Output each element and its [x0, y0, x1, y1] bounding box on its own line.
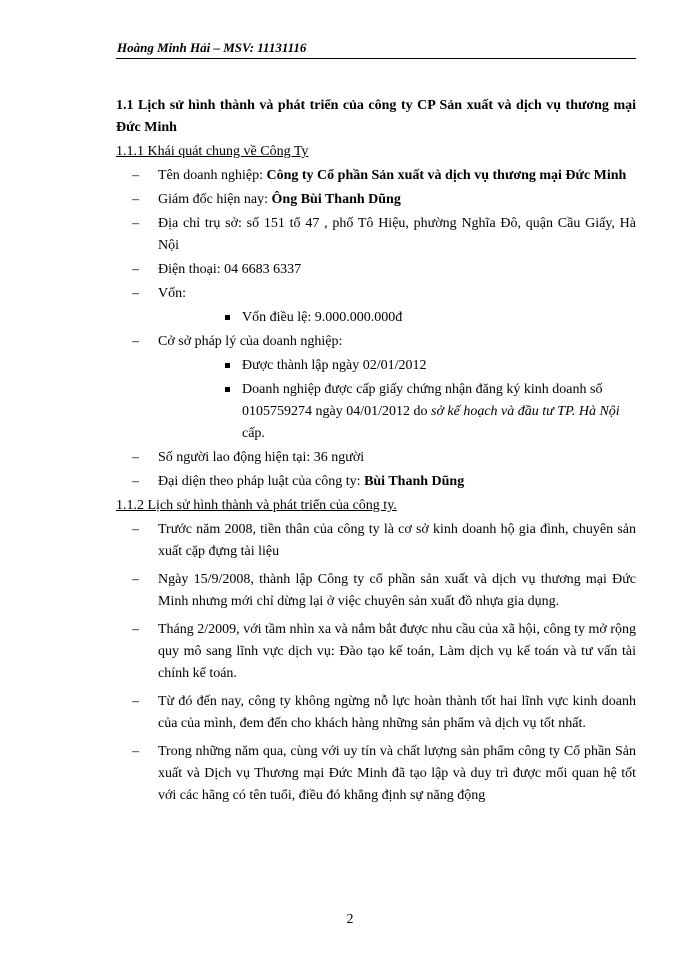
- registration-authority: sở kế hoạch và đầu tư TP. Hà Nội: [431, 404, 620, 419]
- representative-label: Đại diện theo pháp luật của công ty:: [158, 474, 365, 489]
- dash-bullet: –: [132, 694, 139, 709]
- sub-list-item-charter-capital: [116, 307, 636, 329]
- history-paragraph-text: Trước năm 2008, tiền thân của công ty là cơ sở kinh doanh hộ gia đình, chuyên sản xuất cặp đựng tài liệu: [158, 522, 636, 559]
- list-item-employees: [116, 447, 636, 469]
- charter-capital-text: Vốn điều lệ: 9.000.000.000đ: [242, 310, 403, 325]
- history-paragraph-text: Trong những năm qua, cùng với uy tín và chất lượng sản phẩm công ty Cổ phần Sản xuất và Dịch vụ Thương mại Đức Minh đã tạo lập và duy trì được mối quan hệ tốt với các hãng có tên tuổi, điều đó khẳng định sự năng động: [158, 744, 636, 803]
- subsection-heading-overview: 1.1.1 Khái quát chung về Công Ty: [116, 144, 309, 159]
- section-title: 1.1 Lịch sử hình thành và phát triển của công ty CP Sản xuất và dịch vụ thương mại Đức Minh: [116, 98, 636, 135]
- history-paragraph: [116, 519, 636, 563]
- history-paragraph: [116, 691, 636, 735]
- employees-text: Số người lao động hiện tại: 36 người: [158, 450, 365, 465]
- dash-bullet: –: [132, 572, 139, 587]
- dash-bullet: –: [132, 168, 139, 183]
- history-paragraph-text: Ngày 15/9/2008, thành lập Công ty cổ phần sản xuất và dịch vụ thương mại Đức Minh nhưng mới chỉ dừng lại ở việc chuyên sản xuất đồ nhựa gia dụng.: [158, 572, 636, 609]
- page-number: 2: [346, 912, 354, 927]
- square-bullet: [225, 315, 230, 320]
- list-item-legal-representative: [116, 471, 636, 493]
- company-label: Tên doanh nghiệp:: [158, 168, 267, 183]
- list-item-company-name: [116, 165, 636, 187]
- history-paragraph: [116, 569, 636, 613]
- list-item-director: [116, 189, 636, 211]
- dash-bullet: –: [132, 192, 139, 207]
- dash-bullet: –: [132, 622, 139, 637]
- sub-list-item-founded: [116, 355, 636, 377]
- registration-end: cấp.: [242, 426, 265, 441]
- dash-bullet: –: [132, 450, 139, 465]
- subsection-heading-history: 1.1.2 Lịch sử hình thành và phát triển của công ty.: [116, 498, 397, 513]
- list-item-legal-basis: [116, 331, 636, 353]
- history-paragraph-text: Tháng 2/2009, với tầm nhìn xa và nắm bắt được nhu cầu của xã hội, công ty mở rộng quy mô sang lĩnh vực dịch vụ: Đào tạo kế toán, Làm dịch vụ kế toán và tư vấn tài chính kế toán.: [158, 622, 636, 681]
- history-paragraph: [116, 619, 636, 685]
- registration-text: Doanh nghiệp được cấp giấy chứng nhận đăng ký kinh doanh số 0105759274 ngày 04/01/2012 do: [242, 382, 603, 419]
- company-value: Công ty Cổ phần Sản xuất và dịch vụ thương mại Đức Minh: [266, 168, 627, 183]
- director-label: Giám đốc hiện nay:: [158, 192, 272, 207]
- dash-bullet: –: [132, 216, 139, 231]
- sub-list-item-registration: [116, 379, 636, 445]
- dash-bullet: –: [132, 262, 139, 277]
- list-item-capital: [116, 283, 636, 305]
- dash-bullet: –: [132, 334, 139, 349]
- founded-text: Được thành lập ngày 02/01/2012: [242, 358, 427, 373]
- square-bullet: [225, 363, 230, 368]
- dash-bullet: –: [132, 744, 139, 759]
- history-paragraph-text: Từ đó đến nay, công ty không ngừng nỗ lực hoàn thành tốt hai lĩnh vực kinh doanh của của mình, đem đến cho khách hàng những sản phẩm và dịch vụ tốt nhất.: [158, 694, 636, 731]
- phone-text: Điện thoại: 04 6683 6337: [158, 262, 302, 277]
- list-item-phone: [116, 259, 636, 281]
- header-divider: [116, 58, 636, 59]
- dash-bullet: –: [132, 474, 139, 489]
- list-item-address: [116, 213, 636, 257]
- document-body: [116, 95, 636, 807]
- page-header: Hoàng Minh Hải – MSV: 11131116: [117, 40, 307, 55]
- address-text: Địa chỉ trụ sở: số 151 tổ 47 , phố Tô Hiệu, phường Nghĩa Đô, quận Cầu Giấy, Hà Nội: [158, 216, 636, 253]
- square-bullet: [225, 387, 230, 392]
- capital-label: Vốn:: [158, 286, 186, 301]
- director-value: Ông Bùi Thanh Dũng: [271, 192, 401, 207]
- dash-bullet: –: [132, 522, 139, 537]
- dash-bullet: –: [132, 286, 139, 301]
- history-paragraph: [116, 741, 636, 807]
- legal-label: Cở sở pháp lý của doanh nghiệp:: [158, 334, 343, 349]
- representative-value: Bùi Thanh Dũng: [364, 474, 465, 489]
